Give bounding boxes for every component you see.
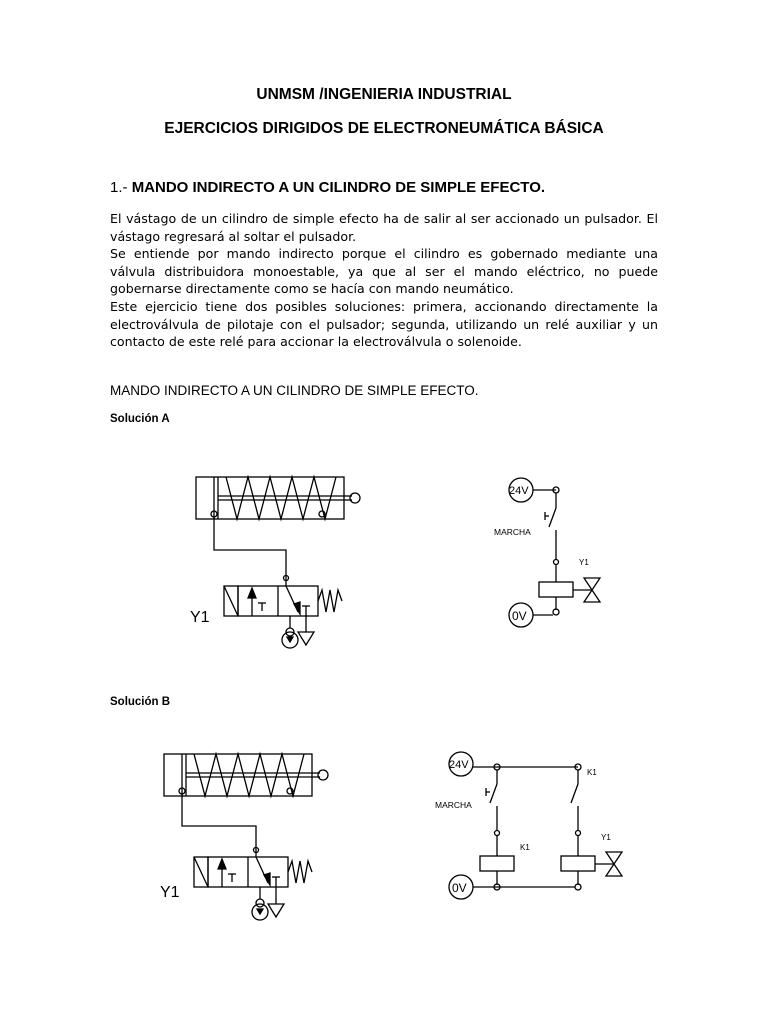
valve-3-2-b — [194, 857, 312, 887]
pneumatic-circuit-b — [160, 754, 328, 920]
air-line — [182, 794, 256, 857]
document-subtitle: EJERCICIOS DIRIGIDOS DE ELECTRONEUMÁTICA BÁSICA — [164, 120, 604, 137]
pneumatic-circuit-a — [190, 477, 360, 648]
document-title: UNMSM /INGENIERIA INDUSTRIAL — [256, 86, 512, 103]
cylinder-a — [196, 477, 360, 519]
paragraph: El vástago de un cilindro de simple efecto ha de salir al ser accionado un pulsador. El vástago regresará al soltar el pulsador. — [110, 211, 658, 244]
ground-label: 0V — [512, 609, 527, 623]
paragraph: Se entiende por mando indirecto porque el cilindro es gobernado mediante una válvula distribuidora monoestable, ya que al ser el mando eléctrico, no puede gobernarse directamente como se hacía con mando neumático. — [110, 246, 658, 297]
valve-3-2-a — [224, 586, 342, 616]
subsection-heading: MANDO INDIRECTO A UN CILINDRO DE SIMPLE EFECTO. — [110, 383, 479, 398]
coil-label: Y1 — [579, 558, 589, 567]
solution-a-label: Solución A — [110, 413, 170, 425]
electric-circuit-a — [494, 478, 600, 627]
valve-label: Y1 — [160, 884, 180, 901]
relay-coil-label: K1 — [520, 843, 530, 852]
section-title: MANDO INDIRECTO A UN CILINDRO DE SIMPLE EFECTO. — [131, 179, 546, 196]
paragraph: Este ejercicio tiene dos posibles soluciones: primera, accionando directamente la electroválvula de pilotaje con el pulsador; segunda, utilizando un relé auxiliar y un contacto de este relé para accionar la electroválvula o solenoide. — [110, 298, 658, 350]
relay-contact-label: K1 — [587, 768, 597, 777]
air-supply-b — [252, 887, 284, 920]
supply-label: 24V — [449, 759, 469, 771]
supply-label: 24V — [509, 485, 529, 497]
air-supply-a — [282, 616, 314, 648]
electric-circuit-b — [435, 752, 622, 899]
cylinder-b — [164, 754, 328, 796]
valve-label: Y1 — [190, 609, 210, 626]
button-label: MARCHA — [435, 800, 472, 810]
button-label: MARCHA — [494, 527, 531, 537]
air-line — [214, 517, 286, 586]
coil-label: Y1 — [601, 833, 611, 842]
solution-b-label: Solución B — [110, 696, 171, 708]
section-number: 1.- — [110, 179, 128, 196]
ground-label: 0V — [452, 881, 467, 895]
